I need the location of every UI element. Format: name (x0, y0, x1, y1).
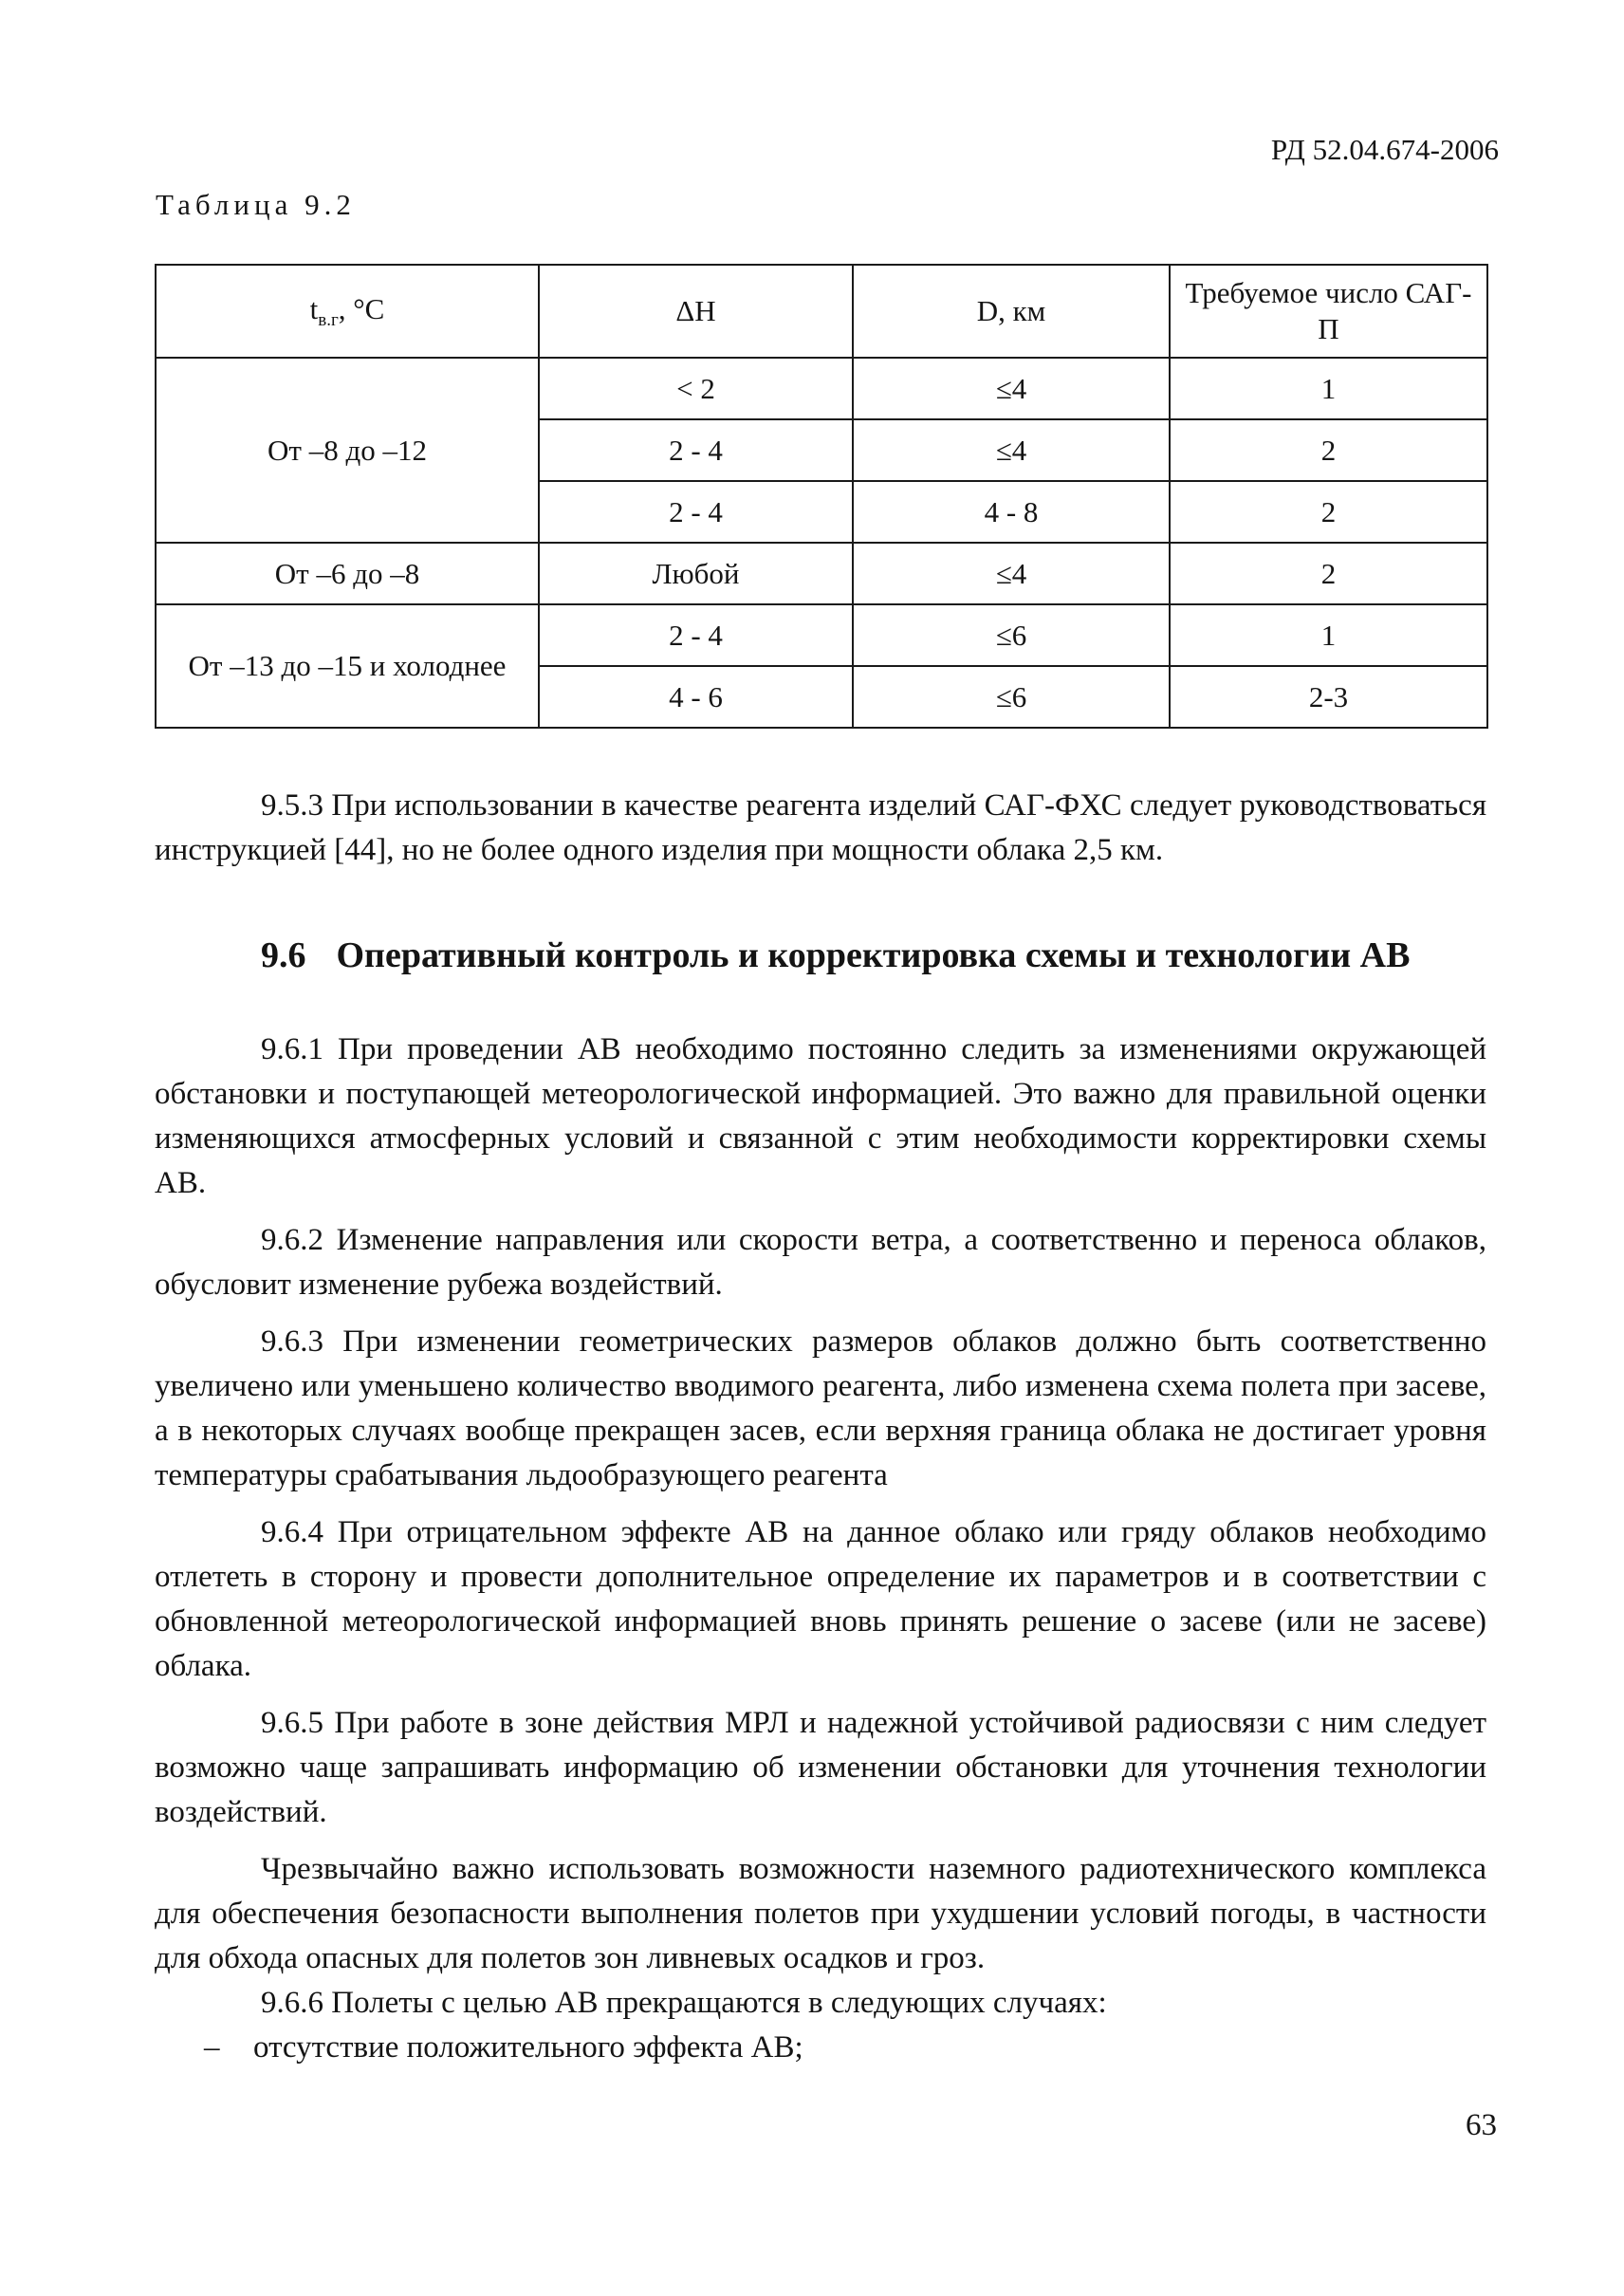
paragraph-9-6-5-continued: Чрезвычайно важно использовать возможности наземного радиотехнического комплекса для обеспечения безопасности выполнения полетов при ухудшении условий погоды, в частности для обхода опасных для полетов зон ливневых осадков и гроз. (155, 1852, 1486, 1975)
header-delta-h: ΔН (539, 265, 853, 358)
list-item (155, 2026, 1486, 2070)
header-distance: D, км (853, 265, 1170, 358)
table-row (156, 543, 1487, 604)
cell-distance: ≤6 (853, 604, 1170, 666)
cell-delta-h: 2 - 4 (539, 604, 853, 666)
cell-count: 2 (1170, 543, 1487, 604)
table-header-row (156, 265, 1487, 358)
header-required-count: Требуемое число САГ-П (1170, 265, 1487, 358)
cell-count: 2 (1170, 419, 1487, 481)
list-item-text: отсутствие положительного эффекта АВ; (253, 2030, 803, 2065)
cell-delta-h: 4 - 6 (539, 666, 853, 728)
cell-count: 2 (1170, 481, 1487, 543)
cell-delta-h: Любой (539, 543, 853, 604)
group-label: От –8 до –12 (156, 358, 539, 543)
cell-delta-h: 2 - 4 (539, 419, 853, 481)
section-number: 9.6 (261, 935, 306, 975)
cell-delta-h: 2 - 4 (539, 481, 853, 543)
cell-delta-h: < 2 (539, 358, 853, 419)
body-text (155, 784, 1486, 2070)
paragraph-9-6-2: 9.6.2 Изменение направления или скорости ветра, а соответственно и переноса облаков, обусловит изменение рубежа воздействий. (155, 1223, 1486, 1302)
section-title: Оперативный контроль и корректировка схемы и технологии АВ (336, 935, 1411, 975)
header-temperature: $t_{в.г}$, °С (156, 265, 539, 358)
data-table (155, 264, 1488, 729)
section-heading (155, 934, 1486, 978)
cell-count: 1 (1170, 604, 1487, 666)
paragraph-9-6-1: 9.6.1 При проведении АВ необходимо постоянно следить за изменениями окружающей обстановки и поступающей метеорологической информацией. Это важно для правильной оценки изменяющихся атмосферных условий и связанной с этим необходимости корректировки схемы АВ. (155, 1032, 1486, 1200)
table-row (156, 604, 1487, 666)
paragraph-9-6-3: 9.6.3 При изменении геометрических размеров облаков должно быть соответственно увеличено или уменьшено количество вводимого реагента, либо изменена схема полета при засеве, а в некоторых случаях вообще прекращен засев, если верхняя граница облака не достигает уровня температуры срабатывания льдообразующего реагента (155, 1324, 1486, 1492)
group-label: От –13 до –15 и холоднее (156, 604, 539, 728)
cell-distance: ≤4 (853, 419, 1170, 481)
table-row (156, 358, 1487, 419)
cell-distance: ≤6 (853, 666, 1170, 728)
page-number: 63 (1466, 2108, 1497, 2142)
cell-distance: 4 - 8 (853, 481, 1170, 543)
table-caption: Таблица 9.2 (156, 188, 356, 221)
cell-count: 1 (1170, 358, 1487, 419)
cell-distance: ≤4 (853, 543, 1170, 604)
group-label: От –6 до –8 (156, 543, 539, 604)
list-dash: – (204, 2030, 220, 2065)
paragraph-9-6-4: 9.6.4 При отрицательном эффекте АВ на данное облако или гряду облаков необходимо отлететь в сторону и провести дополнительное определение их параметров и в соответствии с обновленной метеорологической информацией вновь принять решение о засеве (или не засеве) облака. (155, 1515, 1486, 1683)
paragraph-9-5-3: 9.5.3 При использовании в качестве реагента изделий САГ-ФХС следует руководствоваться инструкцией [44], но не более одного изделия при мощности облака 2,5 км. (155, 788, 1486, 867)
document-code: РД 52.04.674-2006 (1270, 133, 1499, 166)
cell-distance: ≤4 (853, 358, 1170, 419)
paragraph-9-6-6: 9.6.6 Полеты с целью АВ прекращаются в следующих случаях: (261, 1986, 1107, 2020)
cell-count: 2-3 (1170, 666, 1487, 728)
paragraph-9-6-5: 9.6.5 При работе в зоне действия МРЛ и надежной устойчивой радиосвязи с ним следует возможно чаще запрашивать информацию об изменении обстановки для уточнения технологии воздействий. (155, 1706, 1486, 1829)
